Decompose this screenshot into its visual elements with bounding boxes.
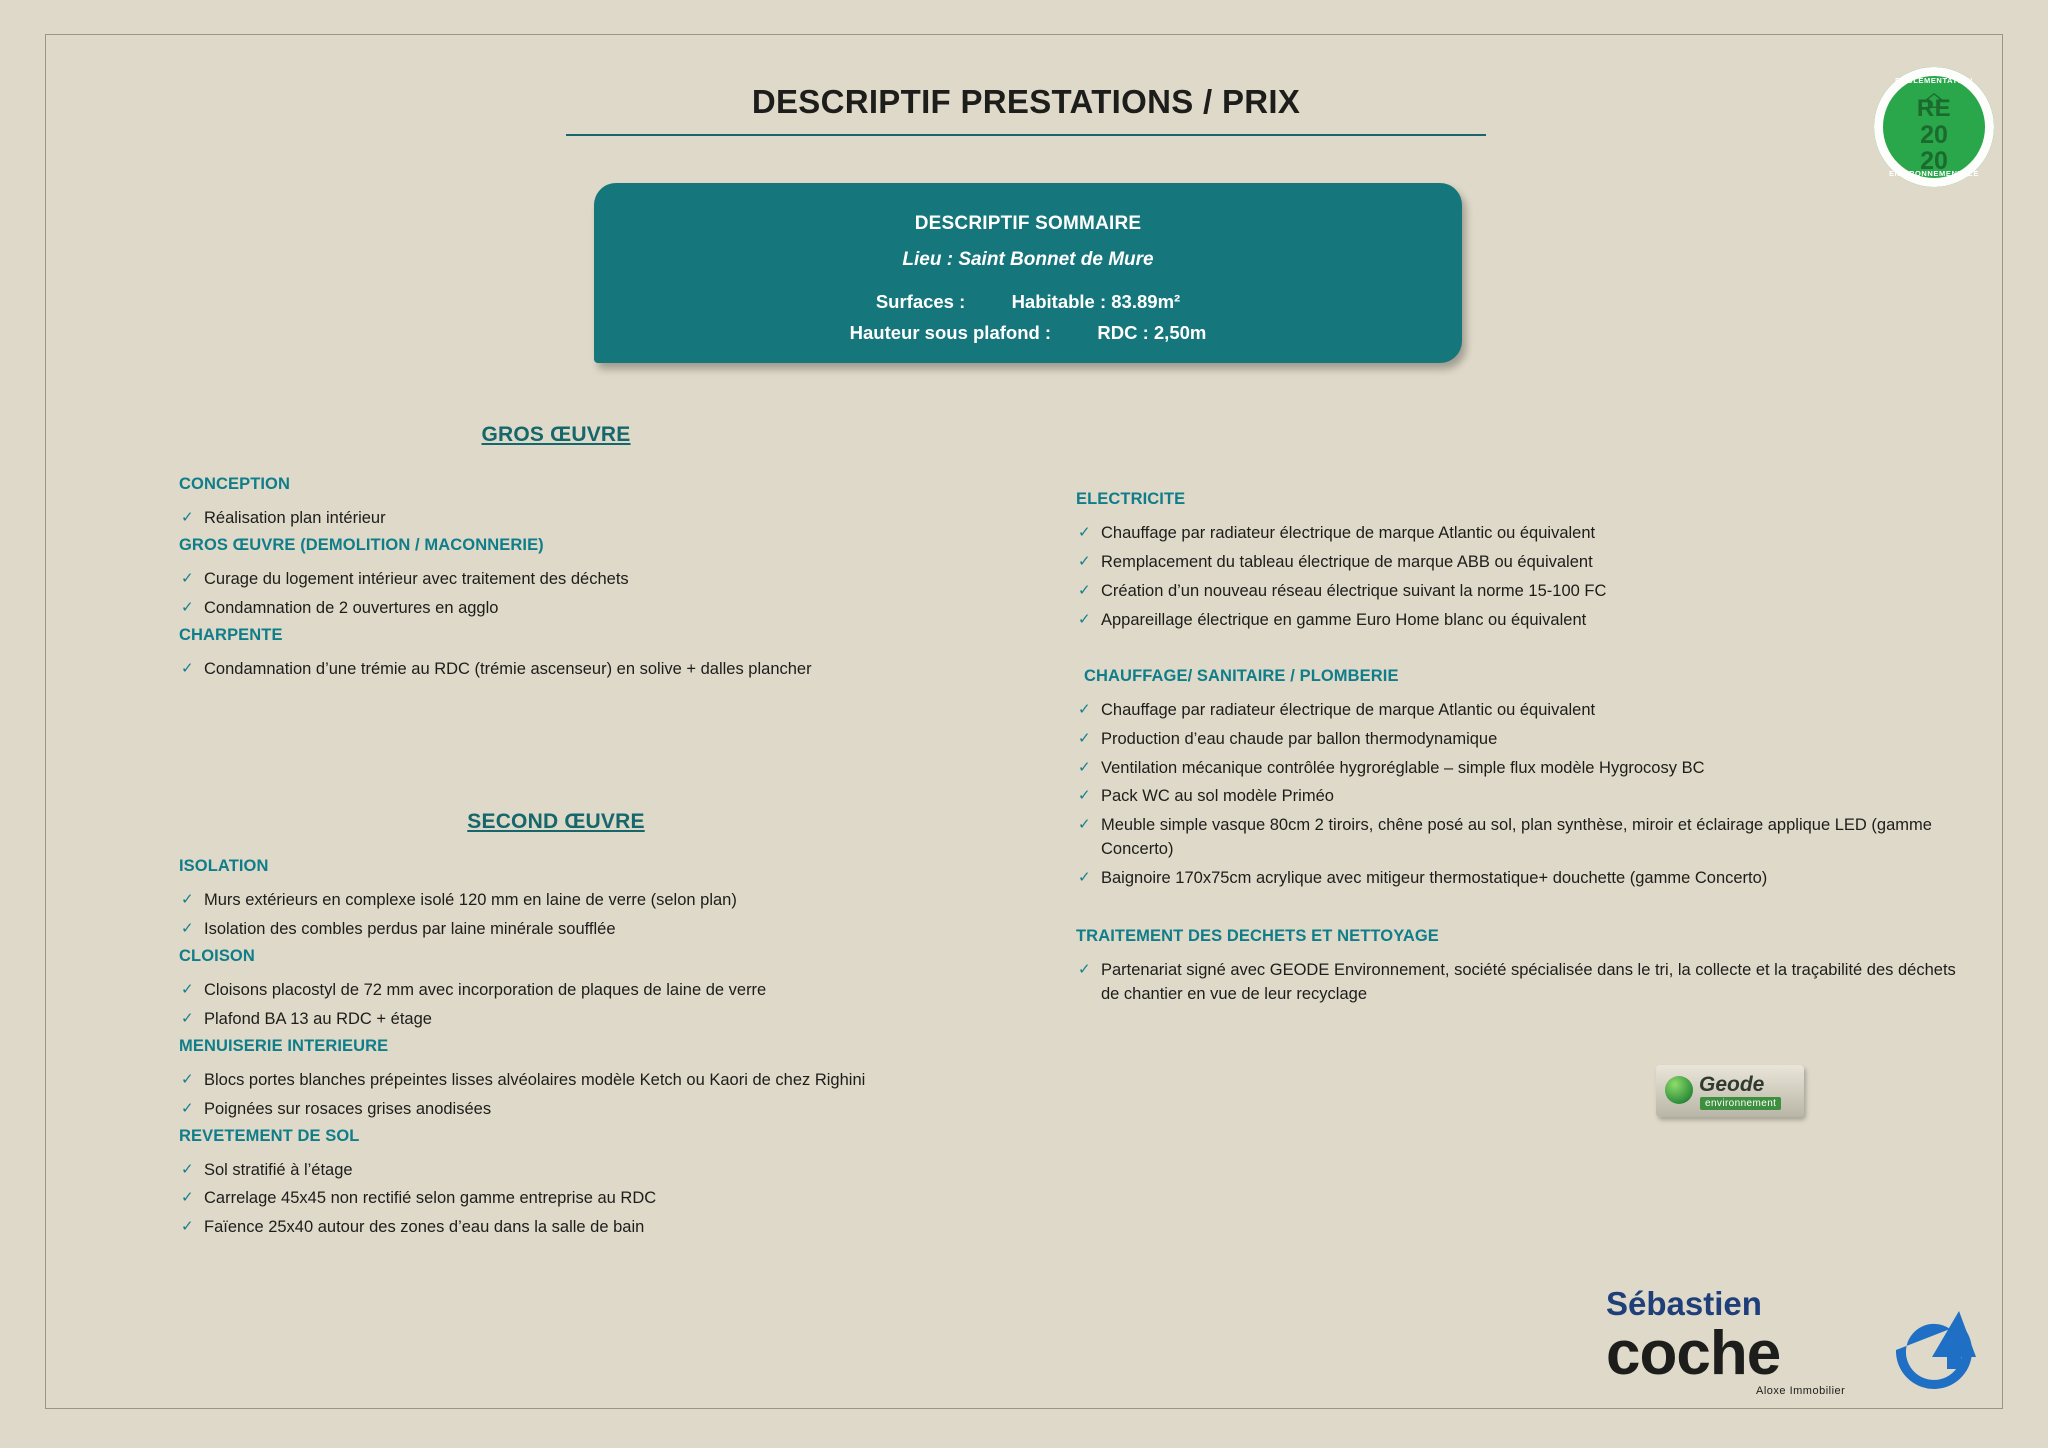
check-icon: ✓ <box>181 659 194 677</box>
badge-line-20a: 20 <box>1920 121 1948 149</box>
check-icon: ✓ <box>181 598 194 616</box>
list-item <box>179 658 969 682</box>
check-icon: ✓ <box>181 1160 194 1178</box>
item-list <box>1076 959 1956 1007</box>
subsection-cloison <box>179 947 969 1032</box>
check-icon: ✓ <box>181 919 194 937</box>
list-item <box>1076 609 1956 633</box>
page-title-block <box>566 83 1486 136</box>
subsection-traitement-dechets <box>1076 927 1956 1007</box>
banner-surfaces <box>594 291 1462 313</box>
list-item <box>1076 522 1956 546</box>
subsection-menuiserie-interieure <box>179 1037 969 1122</box>
check-icon: ✓ <box>1078 552 1091 570</box>
item-list <box>179 507 969 531</box>
item-list <box>179 889 969 942</box>
list-item <box>179 507 969 531</box>
check-icon: ✓ <box>1078 729 1091 747</box>
subsection-heading: CONCEPTION <box>179 475 291 493</box>
list-item <box>1076 867 1956 891</box>
check-icon: ✓ <box>181 509 194 526</box>
list-item-text: Murs extérieurs en complexe isolé 120 mm en laine de verre (selon plan) <box>204 891 737 909</box>
banner-ceiling-value: RDC : 2,50m <box>1097 322 1207 343</box>
section-title-second-oeuvre: SECOND ŒUVRE <box>467 810 645 833</box>
re2020-badge-icon <box>1874 67 1994 187</box>
badge-line-re: RE <box>1916 95 1952 122</box>
title-divider <box>566 134 1486 136</box>
list-item-text: Partenariat signé avec GEODE Environnement, société spécialisée dans le tri, la collecte et la traçabilité des déchets de chantier en vue de leur recyclage <box>1101 961 1956 1004</box>
list-item-text: Blocs portes blanches prépeintes lisses alvéolaires modèle Ketch ou Kaori de chez Righini <box>204 1070 866 1089</box>
check-icon: ✓ <box>181 891 194 908</box>
list-item-text: Faïence 25x40 autour des zones d’eau dans la salle de bain <box>204 1218 645 1237</box>
subsection-gros-oeuvre-demolition <box>179 536 969 621</box>
list-item <box>1076 814 1956 862</box>
list-item-text: Pack WC au sol modèle Priméo <box>1101 787 1334 806</box>
list-item <box>179 568 969 592</box>
banner-surfaces-label: Surfaces : <box>875 291 966 312</box>
list-item <box>179 979 969 1003</box>
geode-logo-subtitle: environnement <box>1700 1097 1781 1110</box>
badge-arc-top: RÉGLEMENTATION <box>1895 76 1973 85</box>
left-column-gros-oeuvre <box>179 475 969 687</box>
coche-logo <box>1606 1285 1996 1395</box>
list-item-text: Carrelage 45x45 non rectifié selon gamme entreprise au RDC <box>204 1189 657 1208</box>
list-item-text: Appareillage électrique en gamme Euro Home blanc ou équivalent <box>1101 610 1587 629</box>
check-icon: ✓ <box>1078 787 1091 805</box>
badge-line-20b: 20 <box>1920 147 1948 175</box>
subsection-heading: CLOISON <box>179 946 255 965</box>
subsection-conception <box>179 475 969 531</box>
subsection-chauffage-sanitaire-plomberie <box>1076 667 1956 891</box>
item-list <box>1076 522 1956 633</box>
globe-icon <box>1665 1076 1693 1104</box>
item-list <box>179 1159 969 1241</box>
list-item <box>1076 785 1956 809</box>
check-icon: ✓ <box>181 1009 194 1027</box>
check-icon: ✓ <box>1078 524 1091 541</box>
coche-brand-mark-icon <box>1864 1305 1984 1395</box>
list-item <box>1076 728 1956 752</box>
geode-logo <box>1656 1065 1804 1117</box>
check-icon: ✓ <box>1078 610 1091 628</box>
list-item-text: Curage du logement intérieur avec traitement des déchets <box>204 569 629 588</box>
page-title: DESCRIPTIF PRESTATIONS / PRIX <box>751 83 1301 120</box>
list-item-text: Meuble simple vasque 80cm 2 tiroirs, chêne posé au sol, plan synthèse, miroir et éclairage applique LED (gamme Concerto) <box>1101 816 1932 859</box>
check-icon: ✓ <box>181 1218 194 1236</box>
subsection-heading: MENUISERIE INTERIEURE <box>179 1036 389 1055</box>
list-item <box>179 1187 969 1211</box>
list-item-text: Réalisation plan intérieur <box>204 509 386 527</box>
subsection-electricite <box>1076 490 1956 633</box>
check-icon: ✓ <box>1078 869 1091 887</box>
subsection-heading: CHAUFFAGE/ SANITAIRE / PLOMBERIE <box>1084 666 1399 685</box>
check-icon: ✓ <box>181 569 194 587</box>
coche-logo-lastname: coche <box>1606 1319 1781 1388</box>
list-item-text: Sol stratifié à l’étage <box>204 1160 353 1179</box>
subsection-isolation <box>179 857 969 942</box>
subsection-heading: ELECTRICITE <box>1076 490 1186 508</box>
left-column-second-oeuvre <box>179 857 969 1245</box>
subsection-heading: TRAITEMENT DES DECHETS ET NETTOYAGE <box>1076 927 1439 946</box>
list-item-text: Cloisons placostyl de 72 mm avec incorporation de plaques de laine de verre <box>204 980 767 999</box>
check-icon: ✓ <box>1078 581 1091 599</box>
check-icon: ✓ <box>1078 961 1091 979</box>
subsection-revetement-de-sol <box>179 1127 969 1241</box>
subsection-heading: REVETEMENT DE SOL <box>179 1126 360 1145</box>
list-item <box>179 918 969 942</box>
list-item <box>179 1159 969 1183</box>
right-column <box>1076 490 1956 1012</box>
list-item-text: Condamnation d’une trémie au RDC (trémie ascenseur) en solive + dalles plancher <box>204 659 812 678</box>
check-icon: ✓ <box>1078 816 1091 834</box>
check-icon: ✓ <box>1078 700 1091 718</box>
section-title-gros-oeuvre: GROS ŒUVRE <box>481 423 631 446</box>
list-item <box>1076 757 1956 781</box>
list-item <box>1076 959 1956 1007</box>
item-list <box>179 568 969 621</box>
list-item <box>179 1069 969 1093</box>
list-item-text: Poignées sur rosaces grises anodisées <box>204 1099 492 1118</box>
list-item <box>1076 699 1956 723</box>
list-item-text: Remplacement du tableau électrique de marque ABB ou équivalent <box>1101 552 1593 571</box>
list-item <box>1076 580 1956 604</box>
list-item-text: Production d’eau chaude par ballon thermodynamique <box>1101 729 1498 748</box>
list-item-text: Baignoire 170x75cm acrylique avec mitigeur thermostatique+ douchette (gamme Concerto) <box>1101 869 1768 888</box>
badge-label <box>1874 97 1994 174</box>
banner-ceiling <box>594 322 1462 344</box>
list-item-text: Chauffage par radiateur électrique de marque Atlantic ou équivalent <box>1101 700 1596 719</box>
list-item <box>179 597 969 621</box>
subsection-heading: ISOLATION <box>179 857 269 875</box>
check-icon: ✓ <box>1078 758 1091 776</box>
coche-logo-tagline: Aloxe Immobilier <box>1756 1385 1846 1397</box>
item-list <box>179 979 969 1032</box>
banner-ceiling-label: Hauteur sous plafond : <box>849 322 1052 343</box>
list-item <box>1076 551 1956 575</box>
item-list <box>179 1069 969 1122</box>
document-page <box>45 34 2003 1409</box>
check-icon: ✓ <box>181 1099 194 1117</box>
list-item-text: Isolation des combles perdus par laine minérale soufflée <box>204 919 616 938</box>
list-item-text: Ventilation mécanique contrôlée hygroréglable – simple flux modèle Hygrocosy BC <box>1101 758 1705 777</box>
check-icon: ✓ <box>181 980 194 998</box>
check-icon: ✓ <box>181 1070 194 1088</box>
item-list <box>179 658 969 682</box>
badge-arc-bottom: ENVIRONNEMENTALE <box>1889 169 1979 178</box>
subsection-heading: GROS ŒUVRE (DEMOLITION / MACONNERIE) <box>179 535 544 554</box>
list-item <box>179 1008 969 1032</box>
coche-logo-firstname: Sébastien <box>1606 1285 1762 1322</box>
item-list <box>1076 699 1956 891</box>
subsection-heading: CHARPENTE <box>179 625 283 644</box>
list-item <box>179 1098 969 1122</box>
list-item-text: Condamnation de 2 ouvertures en agglo <box>204 598 499 617</box>
check-icon: ✓ <box>181 1189 194 1207</box>
summary-banner <box>594 183 1462 363</box>
banner-surfaces-value: Habitable : 83.89m² <box>1011 291 1181 312</box>
banner-title: DESCRIPTIF SOMMAIRE <box>914 213 1142 234</box>
banner-location: Lieu : Saint Bonnet de Mure <box>902 249 1154 270</box>
geode-logo-name: Geode <box>1699 1073 1765 1096</box>
list-item-text: Chauffage par radiateur électrique de marque Atlantic ou équivalent <box>1101 524 1596 542</box>
list-item <box>179 889 969 913</box>
list-item-text: Création d’un nouveau réseau électrique suivant la norme 15-100 FC <box>1101 581 1607 600</box>
list-item <box>179 1216 969 1240</box>
list-item-text: Plafond BA 13 au RDC + étage <box>204 1009 432 1028</box>
subsection-charpente <box>179 626 969 682</box>
